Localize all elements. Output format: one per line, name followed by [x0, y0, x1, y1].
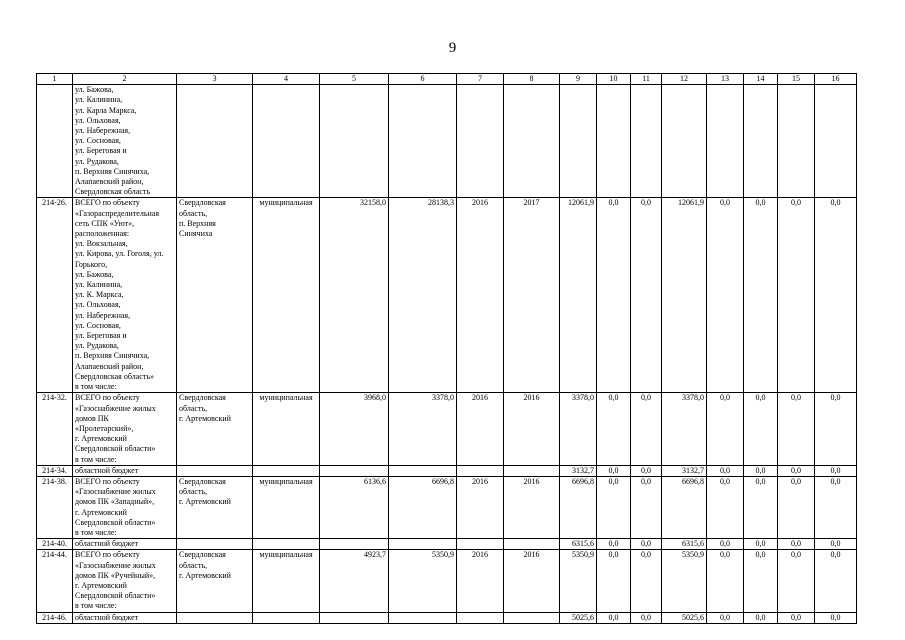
value-cell: 5025,6	[662, 612, 707, 623]
table-row	[37, 550, 857, 612]
value-cell: 6136,6	[320, 476, 389, 538]
end-year-cell	[504, 85, 560, 198]
location-cell	[177, 539, 253, 550]
value-cell: 3132,7	[662, 465, 707, 476]
table-subrow	[37, 539, 857, 550]
table-row	[37, 85, 857, 198]
start-year-cell: 2016	[457, 393, 504, 465]
start-year-cell	[457, 465, 504, 476]
value-cell	[560, 85, 597, 198]
location-cell: Свердловская область, г. Артемовский	[177, 550, 253, 612]
column-header: 13	[707, 74, 744, 85]
value-cell: 0,0	[815, 612, 857, 623]
object-description-cell: областной бюджет	[73, 612, 177, 623]
value-cell	[707, 85, 744, 198]
value-cell: 0,0	[631, 198, 662, 393]
table-row	[37, 198, 857, 393]
object-description-cell: областной бюджет	[73, 465, 177, 476]
column-header: 8	[504, 74, 560, 85]
value-cell: 5025,6	[560, 612, 597, 623]
ownership-cell: муниципальная	[253, 476, 320, 538]
object-description-cell: ул. Бажова, ул. Калинина, ул. Карла Маркса, ул. Ольховая, ул. Набережная, ул. Сосновая, ул. Береговая и ул. Рудакова, п. Верхняя Синячиха, Алапаевский район, Свердловская область	[73, 85, 177, 198]
value-cell	[320, 465, 389, 476]
value-cell: 0,0	[744, 539, 778, 550]
value-cell: 3132,7	[560, 465, 597, 476]
ownership-cell	[253, 539, 320, 550]
column-header: 5	[320, 74, 389, 85]
column-header: 2	[73, 74, 177, 85]
value-cell: 0,0	[631, 393, 662, 465]
end-year-cell	[504, 612, 560, 623]
value-cell: 0,0	[707, 476, 744, 538]
value-cell	[662, 85, 707, 198]
value-cell: 5350,9	[662, 550, 707, 612]
column-header: 15	[778, 74, 815, 85]
end-year-cell: 2016	[504, 550, 560, 612]
row-code-cell: 214-26.	[37, 198, 73, 393]
value-cell: 0,0	[744, 393, 778, 465]
value-cell: 0,0	[631, 539, 662, 550]
object-description-cell: ВСЕГО по объекту «Газоснабжение жилых домов ПК «Западный», г. Артемовский Свердловской области» в том числе:	[73, 476, 177, 538]
column-header: 12	[662, 74, 707, 85]
value-cell: 3968,0	[320, 393, 389, 465]
value-cell	[389, 465, 457, 476]
row-code-cell: 214-34.	[37, 465, 73, 476]
value-cell	[815, 85, 857, 198]
row-code-cell: 214-38.	[37, 476, 73, 538]
value-cell: 28138,3	[389, 198, 457, 393]
ownership-cell	[253, 612, 320, 623]
value-cell: 0,0	[778, 550, 815, 612]
value-cell	[389, 612, 457, 623]
page-number: 9	[448, 40, 457, 56]
value-cell: 0,0	[707, 612, 744, 623]
value-cell: 0,0	[744, 612, 778, 623]
table-subrow	[37, 612, 857, 623]
value-cell: 3378,0	[560, 393, 597, 465]
location-cell: Свердловская область, г. Артемовский	[177, 393, 253, 465]
start-year-cell: 2016	[457, 476, 504, 538]
location-cell	[177, 465, 253, 476]
value-cell	[389, 85, 457, 198]
value-cell: 0,0	[744, 550, 778, 612]
value-cell: 0,0	[815, 465, 857, 476]
column-header: 3	[177, 74, 253, 85]
end-year-cell: 2017	[504, 198, 560, 393]
start-year-cell	[457, 539, 504, 550]
column-header: 7	[457, 74, 504, 85]
value-cell	[389, 539, 457, 550]
value-cell: 0,0	[631, 612, 662, 623]
value-cell	[778, 85, 815, 198]
column-header: 14	[744, 74, 778, 85]
end-year-cell: 2016	[504, 393, 560, 465]
column-header: 9	[560, 74, 597, 85]
ownership-cell	[253, 465, 320, 476]
value-cell: 0,0	[597, 550, 631, 612]
table-header-row	[37, 74, 857, 85]
value-cell: 0,0	[778, 476, 815, 538]
start-year-cell	[457, 612, 504, 623]
start-year-cell: 2016	[457, 550, 504, 612]
ownership-cell	[253, 85, 320, 198]
value-cell: 0,0	[778, 198, 815, 393]
value-cell: 0,0	[597, 612, 631, 623]
value-cell: 0,0	[744, 476, 778, 538]
row-code-cell: 214-46.	[37, 612, 73, 623]
column-header: 4	[253, 74, 320, 85]
value-cell: 0,0	[631, 465, 662, 476]
value-cell: 6315,6	[662, 539, 707, 550]
end-year-cell	[504, 465, 560, 476]
value-cell: 0,0	[815, 550, 857, 612]
budget-table	[36, 73, 857, 624]
start-year-cell: 2016	[457, 198, 504, 393]
object-description-cell: ВСЕГО по объекту «Газоснабжение жилых домов ПК «Ручейный», г. Артемовский Свердловской области» в том числе:	[73, 550, 177, 612]
table-body	[37, 74, 857, 624]
object-description-cell: областной бюджет	[73, 539, 177, 550]
value-cell: 0,0	[597, 198, 631, 393]
value-cell: 0,0	[597, 476, 631, 538]
value-cell: 6696,8	[389, 476, 457, 538]
location-cell	[177, 85, 253, 198]
value-cell: 32158,0	[320, 198, 389, 393]
value-cell: 0,0	[597, 465, 631, 476]
location-cell	[177, 612, 253, 623]
value-cell: 0,0	[707, 393, 744, 465]
end-year-cell: 2016	[504, 476, 560, 538]
location-cell: Свердловская область, п. Верхняя Синячиха	[177, 198, 253, 393]
value-cell: 0,0	[597, 539, 631, 550]
object-description-cell: ВСЕГО по объекту «Газораспределительная сеть СПК «Уют», расположенная: ул. Вокзальная, ул. Кирова, ул. Гоголя, ул. Горького, ул. Бажова, ул. Калинина, ул. К. Маркса, ул. Ольховая, ул. Набережная, ул. Сосновая, ул. Береговая и ул. Рудакова, п. Верхняя Синячиха, Алапаевский район, Свердловская область» в том числе:	[73, 198, 177, 393]
value-cell: 0,0	[815, 476, 857, 538]
location-cell: Свердловская область, г. Артемовский	[177, 476, 253, 538]
table-row	[37, 476, 857, 538]
column-header: 6	[389, 74, 457, 85]
value-cell: 4923,7	[320, 550, 389, 612]
value-cell: 0,0	[815, 393, 857, 465]
value-cell: 3378,0	[389, 393, 457, 465]
value-cell: 6696,8	[662, 476, 707, 538]
column-header: 11	[631, 74, 662, 85]
value-cell: 0,0	[631, 550, 662, 612]
value-cell: 6696,8	[560, 476, 597, 538]
value-cell: 0,0	[778, 393, 815, 465]
table-row	[37, 393, 857, 465]
value-cell: 0,0	[707, 198, 744, 393]
value-cell: 12061,9	[662, 198, 707, 393]
ownership-cell: муниципальная	[253, 393, 320, 465]
column-header: 10	[597, 74, 631, 85]
row-code-cell: 214-44.	[37, 550, 73, 612]
end-year-cell	[504, 539, 560, 550]
value-cell	[597, 85, 631, 198]
value-cell: 0,0	[778, 612, 815, 623]
value-cell	[631, 85, 662, 198]
ownership-cell: муниципальная	[253, 550, 320, 612]
value-cell: 12061,9	[560, 198, 597, 393]
value-cell: 5350,9	[560, 550, 597, 612]
row-code-cell	[37, 85, 73, 198]
value-cell: 6315,6	[560, 539, 597, 550]
value-cell: 0,0	[815, 198, 857, 393]
row-code-cell: 214-32.	[37, 393, 73, 465]
column-header: 16	[815, 74, 857, 85]
value-cell: 0,0	[778, 539, 815, 550]
value-cell	[320, 612, 389, 623]
value-cell	[320, 539, 389, 550]
value-cell: 5350,9	[389, 550, 457, 612]
value-cell: 0,0	[815, 539, 857, 550]
value-cell: 0,0	[707, 550, 744, 612]
value-cell: 0,0	[778, 465, 815, 476]
table-subrow	[37, 465, 857, 476]
row-code-cell: 214-40.	[37, 539, 73, 550]
object-description-cell: ВСЕГО по объекту «Газоснабжение жилых домов ПК «Пролетарский», г. Артемовский Свердловской области» в том числе:	[73, 393, 177, 465]
value-cell: 0,0	[707, 465, 744, 476]
value-cell: 0,0	[597, 393, 631, 465]
value-cell: 0,0	[744, 198, 778, 393]
start-year-cell	[457, 85, 504, 198]
value-cell: 0,0	[707, 539, 744, 550]
value-cell: 0,0	[631, 476, 662, 538]
value-cell: 0,0	[744, 465, 778, 476]
value-cell: 3378,0	[662, 393, 707, 465]
ownership-cell: муниципальная	[253, 198, 320, 393]
column-header: 1	[37, 74, 73, 85]
value-cell	[744, 85, 778, 198]
value-cell	[320, 85, 389, 198]
